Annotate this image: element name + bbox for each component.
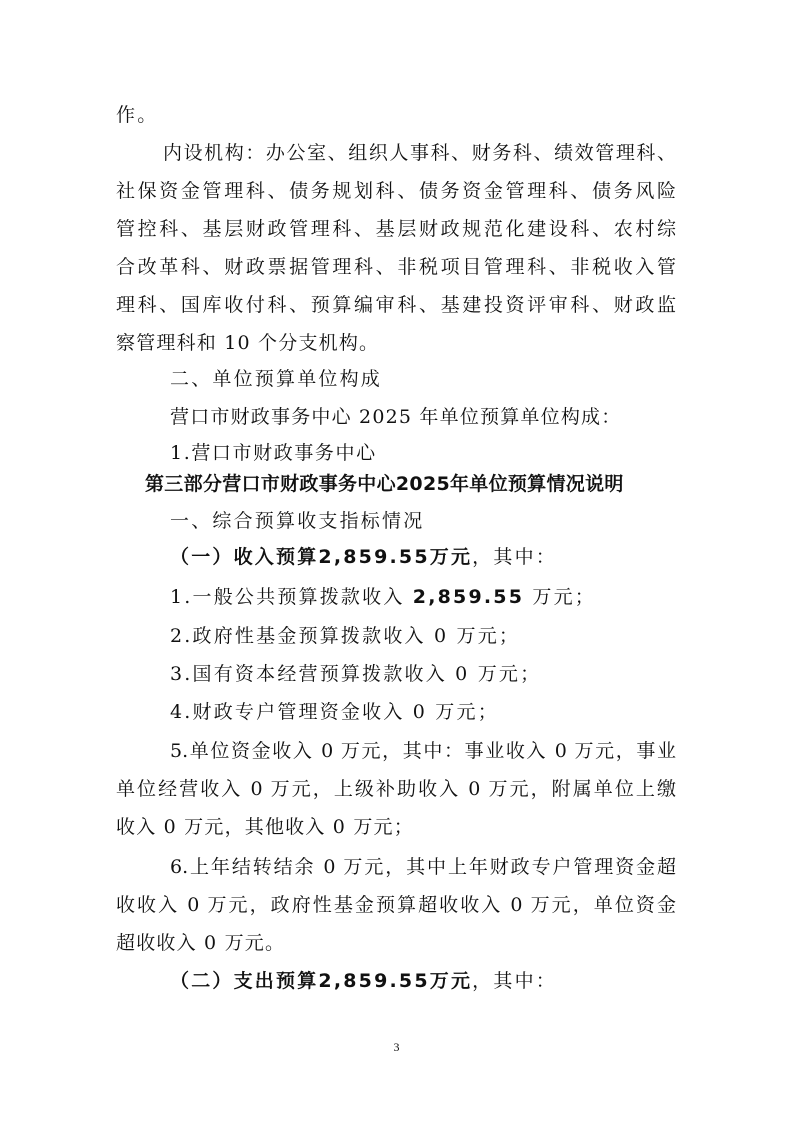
income-heading-tail: ，其中： [472, 546, 557, 568]
paragraph-line: 合改革科、财政票据管理科、非税项目管理科、非税收入管 [116, 256, 676, 278]
expense-heading [170, 969, 676, 993]
income-item1-amount: 2,859.55 [412, 586, 525, 608]
expense-heading-tail: ，其中： [472, 970, 557, 992]
part-heading: 第三部分营口市财政事务中心2025年单位预算情况说明 [145, 473, 624, 495]
income-heading-bold: （一）收入预算2,859.55万元 [170, 546, 473, 568]
list-item: 5.单位资金收入 0 万元，其中：事业收入 0 万元，事业 [170, 740, 676, 762]
paragraph-line: 作。 [116, 104, 159, 126]
income-heading [170, 545, 676, 569]
paragraph-line: 管控科、基层财政管理科、基层财政规范化建设科、农村综 [116, 218, 676, 240]
expense-heading-bold: （二）支出预算2,859.55万元 [170, 970, 473, 992]
paragraph-line: 理科、国库收付科、预算编审科、基建投资评审科、财政监 [116, 294, 676, 316]
list-item: 2.政府性基金预算拨款收入 0 万元； [170, 625, 521, 647]
paragraph-line: 超收收入 0 万元。 [116, 932, 286, 954]
paragraph-line: 单位经营收入 0 万元，上级补助收入 0 万元，附属单位上缴 [116, 778, 676, 800]
list-item: 4.财政专户管理资金收入 0 万元； [170, 701, 499, 723]
list-item: 3.国有资本经营预算拨款收入 0 万元； [170, 663, 542, 685]
section-heading: 一、综合预算收支指标情况 [170, 510, 425, 532]
section-heading: 二、单位预算单位构成 [170, 368, 383, 390]
list-item: 6.上年结转结余 0 万元，其中上年财政专户管理资金超 [170, 856, 676, 878]
paragraph-line: 营口市财政事务中心 2025 年单位预算单位构成： [170, 406, 622, 428]
paragraph-line: 内设机构：办公室、组织人事科、财务科、绩效管理科、 [163, 142, 676, 164]
list-item: 1.营口市财政事务中心 [170, 442, 377, 464]
page-number: 3 [393, 1040, 400, 1054]
list-item [170, 585, 676, 609]
income-item1-post: 万元； [532, 586, 596, 608]
paragraph-line: 社保资金管理科、债务规划科、债务资金管理科、债务风险 [116, 180, 676, 202]
paragraph-line: 察管理科和 10 个分支机构。 [116, 332, 380, 354]
paragraph-line: 收收入 0 万元，政府性基金预算超收收入 0 万元，单位资金 [116, 894, 676, 916]
paragraph-line: 收入 0 万元，其他收入 0 万元； [116, 816, 414, 838]
income-item1-pre: 1.一般公共预算拨款收入 [170, 586, 405, 608]
